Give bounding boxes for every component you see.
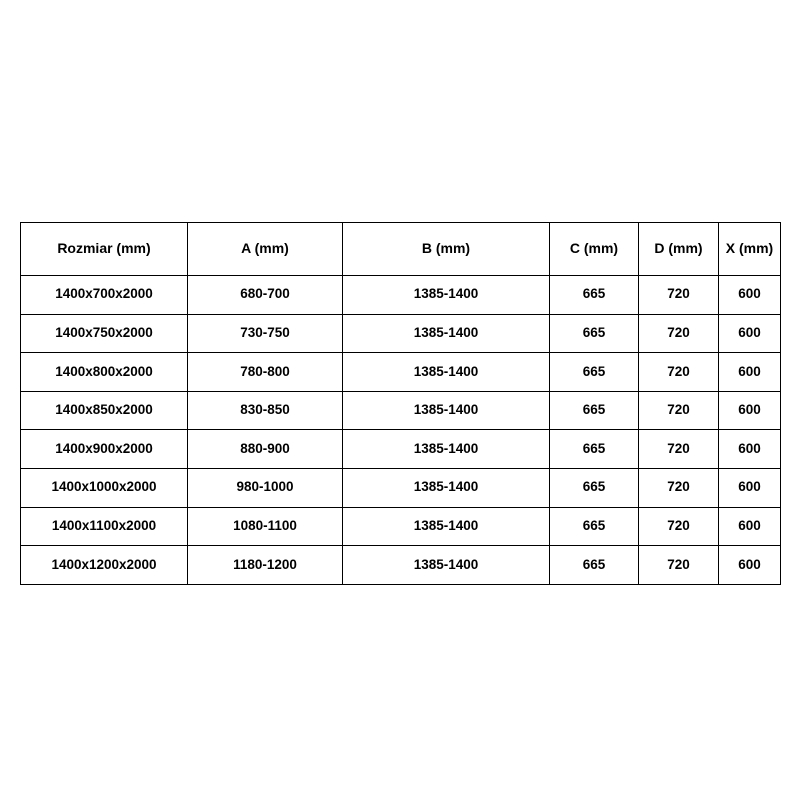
column-header-a: A (mm) bbox=[188, 223, 343, 276]
cell-a: 680-700 bbox=[188, 276, 343, 315]
cell-a: 1080-1100 bbox=[188, 507, 343, 546]
table-row bbox=[21, 391, 781, 430]
cell-x: 600 bbox=[719, 353, 781, 392]
cell-a: 830-850 bbox=[188, 391, 343, 430]
cell-rozmiar: 1400x750x2000 bbox=[21, 314, 188, 353]
cell-c: 665 bbox=[550, 276, 639, 315]
cell-d: 720 bbox=[639, 507, 719, 546]
cell-d: 720 bbox=[639, 391, 719, 430]
cell-d: 720 bbox=[639, 430, 719, 469]
column-header-x: X (mm) bbox=[719, 223, 781, 276]
table-row bbox=[21, 430, 781, 469]
column-header-d: D (mm) bbox=[639, 223, 719, 276]
table-row bbox=[21, 468, 781, 507]
table-row bbox=[21, 314, 781, 353]
cell-c: 665 bbox=[550, 546, 639, 585]
cell-d: 720 bbox=[639, 353, 719, 392]
table-header-row bbox=[21, 223, 781, 276]
cell-rozmiar: 1400x1100x2000 bbox=[21, 507, 188, 546]
cell-b: 1385-1400 bbox=[343, 546, 550, 585]
cell-a: 880-900 bbox=[188, 430, 343, 469]
cell-c: 665 bbox=[550, 353, 639, 392]
cell-d: 720 bbox=[639, 546, 719, 585]
cell-rozmiar: 1400x900x2000 bbox=[21, 430, 188, 469]
table-row bbox=[21, 276, 781, 315]
table-row bbox=[21, 546, 781, 585]
cell-d: 720 bbox=[639, 468, 719, 507]
cell-x: 600 bbox=[719, 314, 781, 353]
cell-c: 665 bbox=[550, 430, 639, 469]
cell-c: 665 bbox=[550, 391, 639, 430]
column-header-c: C (mm) bbox=[550, 223, 639, 276]
cell-c: 665 bbox=[550, 507, 639, 546]
cell-x: 600 bbox=[719, 546, 781, 585]
cell-b: 1385-1400 bbox=[343, 276, 550, 315]
cell-b: 1385-1400 bbox=[343, 353, 550, 392]
cell-a: 780-800 bbox=[188, 353, 343, 392]
cell-rozmiar: 1400x700x2000 bbox=[21, 276, 188, 315]
table-row bbox=[21, 353, 781, 392]
cell-b: 1385-1400 bbox=[343, 391, 550, 430]
column-header-rozmiar: Rozmiar (mm) bbox=[21, 223, 188, 276]
cell-rozmiar: 1400x1200x2000 bbox=[21, 546, 188, 585]
cell-d: 720 bbox=[639, 276, 719, 315]
cell-rozmiar: 1400x1000x2000 bbox=[21, 468, 188, 507]
cell-b: 1385-1400 bbox=[343, 430, 550, 469]
cell-b: 1385-1400 bbox=[343, 314, 550, 353]
cell-c: 665 bbox=[550, 468, 639, 507]
cell-a: 1180-1200 bbox=[188, 546, 343, 585]
cell-b: 1385-1400 bbox=[343, 468, 550, 507]
table-row bbox=[21, 507, 781, 546]
cell-rozmiar: 1400x800x2000 bbox=[21, 353, 188, 392]
cell-x: 600 bbox=[719, 430, 781, 469]
cell-c: 665 bbox=[550, 314, 639, 353]
cell-a: 730-750 bbox=[188, 314, 343, 353]
cell-x: 600 bbox=[719, 468, 781, 507]
cell-x: 600 bbox=[719, 391, 781, 430]
cell-x: 600 bbox=[719, 276, 781, 315]
cell-x: 600 bbox=[719, 507, 781, 546]
size-table-container bbox=[20, 222, 780, 585]
cell-d: 720 bbox=[639, 314, 719, 353]
cell-a: 980-1000 bbox=[188, 468, 343, 507]
size-table bbox=[20, 222, 781, 585]
column-header-b: B (mm) bbox=[343, 223, 550, 276]
cell-b: 1385-1400 bbox=[343, 507, 550, 546]
cell-rozmiar: 1400x850x2000 bbox=[21, 391, 188, 430]
